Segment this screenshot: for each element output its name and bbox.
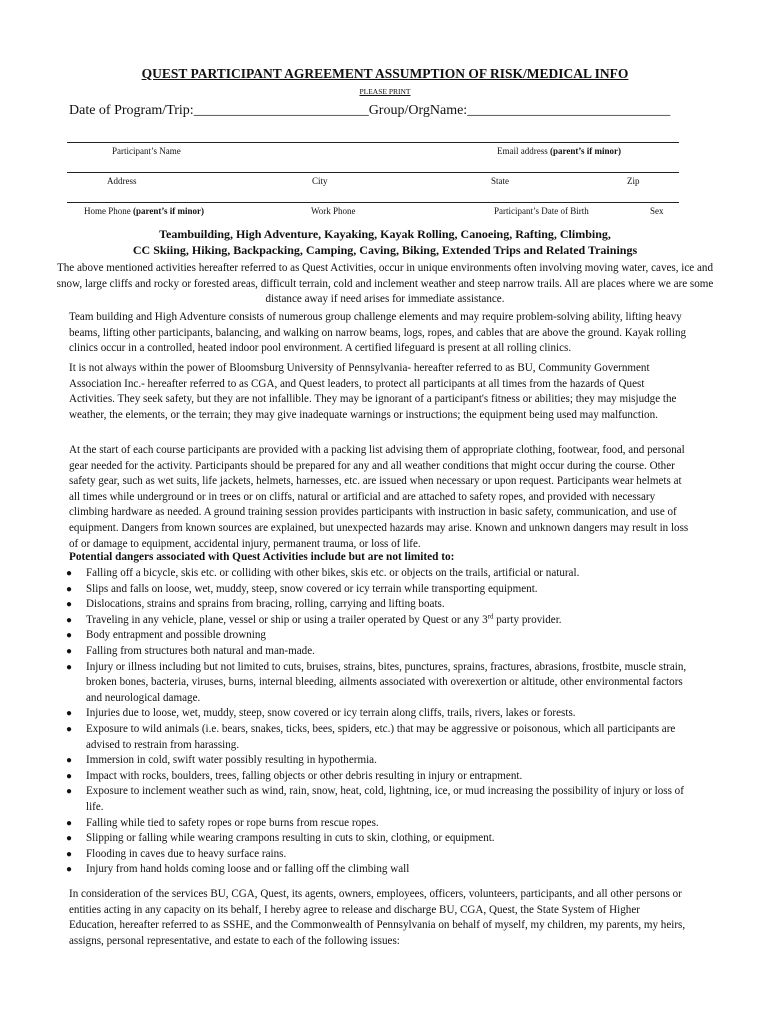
- activities-line-2: CC Skiing, Hiking, Backpacking, Camping, Caving, Biking, Extended Trips and Related Trainings: [132, 243, 638, 257]
- bullet-icon: ●: [65, 630, 73, 642]
- danger-item: [65, 769, 699, 785]
- activities-line-1: Teambuilding, High Adventure, Kayaking, Kayak Rolling, Canoeing, Rafting, Climbing,: [159, 227, 611, 241]
- danger-text: Injuries due to loose, wet, muddy, steep, snow covered or icy terrain along cliffs, trails, rivers, lakes or forests.: [86, 707, 576, 720]
- bullet-icon: ●: [65, 583, 73, 595]
- please-print-note: PLEASE PRINT: [359, 87, 411, 96]
- bullet-icon: ●: [65, 786, 73, 798]
- ordinal-suffix: rd: [487, 612, 494, 621]
- danger-item: [65, 597, 699, 613]
- danger-item: [65, 847, 699, 863]
- danger-item: [65, 816, 699, 832]
- packing-paragraph: At the start of each course participants are provided with a packing list advising them of appropriate clothing, footwear, food, and personal gear needed for the activity. Participants should be prepared for any and all weather conditions that might occur during the course. Other safety gear, such as wet suits, life jackets, helmets, harnesses, etc. are issued when necessary or upon request. Participants wear helmets at all times while underground or in trees or on cliffs, natural or artificial and are attached to safety ropes, and provided with necessary climbing hardware as needed. A ground training session provides participants with instruction in basic safety, communication, and use of equipment. Dangers from known sources are explained, but unexpected hazards may arise. Known and unknown dangers may result in loss of or damage to equipment, accidental injury, permanent trauma, or loss of life.: [69, 444, 689, 550]
- danger-text: Traveling in any vehicle, plane, vessel or ship or using a trailer operated by Quest or any 3: [86, 613, 488, 626]
- danger-text: Injury from hand holds coming loose and or falling off the climbing wall: [86, 863, 410, 876]
- bullet-icon: ●: [65, 723, 73, 735]
- danger-item: [65, 706, 699, 722]
- danger-text: Exposure to inclement weather such as wind, rain, snow, heat, cold, lightning, ice, or mud increasing the possibility of injury or loss of life.: [86, 785, 684, 813]
- sex-label: Sex: [650, 206, 664, 216]
- bullet-icon: ●: [65, 864, 73, 876]
- danger-text: Immersion in cold, swift water possibly resulting in hypothermia.: [86, 754, 377, 767]
- participant-name-label: Participant’s Name: [112, 146, 181, 156]
- danger-text: Impact with rocks, boulders, trees, falling objects or other debris resulting in injury or entrapment.: [86, 769, 523, 782]
- danger-item: [65, 566, 699, 582]
- home-phone-label: Home Phone (parent’s if minor): [84, 206, 204, 216]
- dangers-list: [65, 566, 699, 878]
- dob-label: Participant’s Date of Birth: [494, 206, 589, 216]
- bullet-icon: ●: [65, 770, 73, 782]
- state-label: State: [491, 176, 509, 186]
- danger-text: Slipping or falling while wearing crampons resulting in cuts to skin, clothing, or equipment.: [86, 832, 495, 845]
- dangers-heading: Potential dangers associated with Quest Activities include but are not limited to:: [69, 551, 455, 563]
- phone-dob-line[interactable]: [67, 202, 679, 203]
- power-paragraph: It is not always within the power of Bloomsburg University of Pennsylvania- hereafter referred to as BU, Community Government Association Inc.- hereafter referred to as CGA, and Quest leaders, to protect all participants at all times from the hazards of Quest Activities. They seek safety, but they are not infallible. They may be ignorant of a participant's fitness or abilities; they may misjudge the weather, the elements, or the terrain; they may give inadequate warnings or instructions; the equipment being used may malfunction.: [69, 362, 677, 421]
- danger-item: [65, 831, 699, 847]
- bullet-icon: ●: [65, 661, 73, 673]
- danger-text: Dislocations, strains and sprains from bracing, rolling, carrying and lifting boats.: [86, 598, 445, 611]
- bullet-icon: ●: [65, 568, 73, 579]
- danger-text-tail: party provider.: [493, 613, 562, 626]
- danger-text: Injury or illness including but not limited to cuts, bruises, strains, bites, punctures, sprains, fractures, abrasions, frostbite, muscle strain, broken bones, bacteria, viruses, burns, internal bleeding, ailments associated with overexertion or altitude, other environmental factors and neurological damage.: [86, 660, 687, 704]
- consideration-paragraph: In consideration of the services BU, CGA, Quest, its agents, owners, employees, officers, volunteers, participants, and all other persons or entities acting in any capacity on its behalf, I hereby agree to release and discharge BU, CGA, Quest, the State System of Higher Education, hereafter referred to as SSHE, and the Commonwealth of Pennsylvania on behalf of myself, my children, my parents, my heirs, assigns, personal representative, and estate to each of the following issues:: [69, 888, 686, 947]
- danger-item: [65, 862, 699, 878]
- bullet-icon: ●: [65, 614, 73, 626]
- email-label: Email address (parent’s if minor): [497, 146, 621, 156]
- danger-item: [65, 582, 699, 598]
- danger-item: [65, 722, 699, 753]
- zip-label: Zip: [627, 176, 640, 186]
- date-group-line[interactable]: Date of Program/Trip:_________________________Group/OrgName:_____________________________: [69, 103, 671, 118]
- danger-item: [65, 784, 699, 815]
- bullet-icon: ●: [65, 755, 73, 767]
- danger-text: Body entrapment and possible drowning: [86, 629, 266, 642]
- address-line[interactable]: [67, 172, 679, 173]
- participant-name-email-line[interactable]: [67, 142, 679, 143]
- danger-item: [65, 612, 699, 629]
- danger-text: Falling while tied to safety ropes or rope burns from rescue ropes.: [86, 816, 379, 829]
- danger-text: Flooding in caves due to heavy surface rains.: [86, 847, 287, 860]
- bullet-icon: ●: [65, 848, 73, 860]
- address-label: Address: [107, 176, 137, 186]
- danger-item: [65, 660, 699, 707]
- document-title: QUEST PARTICIPANT AGREEMENT ASSUMPTION OF RISK/MEDICAL INFO: [141, 66, 629, 81]
- bullet-icon: ●: [65, 833, 73, 845]
- bullet-icon: ●: [65, 599, 73, 611]
- bullet-icon: ●: [65, 817, 73, 829]
- danger-item: [65, 753, 699, 769]
- danger-text: Falling from structures both natural and man-made.: [86, 644, 315, 657]
- activities-list: [0, 226, 770, 258]
- bullet-icon: ●: [65, 645, 73, 657]
- intro-paragraph: The above mentioned activities hereafter referred to as Quest Activities, occur in unique environments often involving moving water, caves, ice and snow, large cliffs and rocky or forested areas, difficult terrain, cold and inclement weather and steep narrow trails. All are places where we are some distance away if need arises for immediate assistance.: [56, 262, 714, 306]
- danger-item: [65, 644, 699, 660]
- bullet-icon: ●: [65, 708, 73, 720]
- city-label: City: [312, 176, 328, 186]
- danger-item: [65, 628, 699, 644]
- danger-text: Exposure to wild animals (i.e. bears, snakes, ticks, bees, spiders, etc.) that may be aggressive or poisonous, which all participants are advised to restrain from harassing.: [86, 722, 676, 751]
- work-phone-label: Work Phone: [311, 206, 356, 216]
- teambuilding-paragraph: Team building and High Adventure consists of numerous group challenge elements and may require problem-solving ability, lifting heavy beams, lifting other participants, balancing, and walking on narrow beams, logs, ropes, and cables that are above the ground. Kayak rolling clinics occur in a controlled, heated indoor pool environment. A certified lifeguard is present at all rolling clinics.: [69, 311, 687, 355]
- danger-text: Falling off a bicycle, skis etc. or colliding with other bikes, skis etc. or objects on the trails, artificial or natural.: [86, 567, 580, 579]
- danger-text: Slips and falls on loose, wet, muddy, steep, snow covered or icy terrain while transporting equipment.: [86, 582, 538, 595]
